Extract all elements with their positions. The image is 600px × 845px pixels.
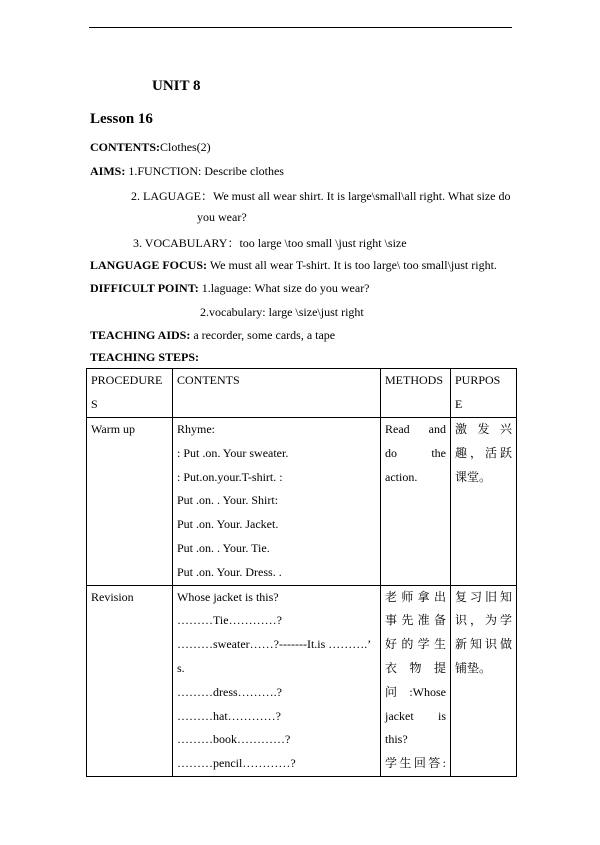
header-methods-text: METHODS — [385, 373, 444, 387]
header-methods — [381, 369, 451, 418]
revision-method-line: 好的学生 — [385, 637, 446, 652]
revision-method-line: 衣 物 提 — [385, 660, 446, 675]
language-focus-line — [90, 258, 497, 273]
revision-contents — [173, 585, 381, 776]
header-purpose-text-2: E — [455, 396, 463, 411]
header-purpose-text-1: PURPOS — [455, 373, 501, 387]
warm-up-content-line: : Put.on.your.T-shirt. : — [177, 469, 283, 484]
unit-title: UNIT 8 — [152, 78, 201, 94]
teaching-steps-label: TEACHING STEPS: — [90, 350, 200, 364]
difficult-point-label: DIFFICULT POINT: — [90, 281, 199, 295]
revision-content-line: ………sweater……?-------It.is ……….’ — [177, 637, 372, 652]
table-header-row — [87, 369, 517, 418]
contents-line — [90, 140, 211, 155]
revision-content-line: ………Tie…………? — [177, 613, 282, 628]
table-row-warm-up — [87, 418, 517, 586]
teaching-aids-value: a recorder, some cards, a tape — [193, 328, 336, 342]
revision-purpose-line: 复习旧知 — [455, 589, 512, 604]
revision-content-line: ………pencil…………? — [177, 756, 296, 771]
contents-label: CONTENTS: — [90, 140, 161, 154]
warm-up-content-line: Put .on. . Your. Tie. — [177, 540, 270, 555]
header-procedures-text-2: S — [91, 396, 98, 411]
header-contents — [173, 369, 381, 418]
language-focus-value: We must all wear T-shirt. It is too large\ too small\just right. — [209, 258, 497, 272]
contents-value: Clothes(2) — [160, 140, 211, 154]
lesson-title: Lesson 16 — [90, 111, 153, 127]
teaching-aids-label: TEACHING AIDS: — [90, 328, 191, 342]
revision-method-line: 问 :Whose — [385, 684, 446, 699]
aims-language-line-1: 2. LAGUAGE：We must all wear shirt. It is large\small\all right. What size do — [131, 189, 511, 203]
revision-method-line: 事先准备 — [385, 613, 446, 628]
warm-up-content-line: Put .on. . Your. Shirt: — [177, 493, 279, 508]
aims-function: 1.FUNCTION: Describe clothes — [128, 164, 284, 178]
table-row-revision — [87, 585, 517, 776]
revision-method-line: 学生回答: — [385, 756, 446, 771]
language-focus-label: LANGUAGE FOCUS: — [90, 258, 208, 272]
warm-up-method-line: action. — [385, 469, 418, 484]
revision-purpose — [451, 585, 517, 776]
revision-purpose-line: 铺垫。 — [455, 660, 492, 675]
revision-procedure — [87, 585, 173, 776]
warm-up-method-line: Read and — [385, 422, 446, 436]
aims-label: AIMS: — [90, 164, 126, 178]
warm-up-procedure-text: Warm up — [91, 422, 136, 436]
header-procedures — [87, 369, 173, 418]
warm-up-purpose-line: 趣，活跃 — [455, 445, 512, 460]
warm-up-methods — [381, 418, 451, 586]
warm-up-content-line: Put .on. Your. Dress. . — [177, 564, 282, 579]
revision-method-line: jacket is — [385, 708, 446, 723]
warm-up-method-line: do the — [385, 445, 446, 460]
aims-language-line-2: you wear? — [197, 210, 247, 224]
teaching-aids-line — [90, 328, 335, 343]
revision-methods — [381, 585, 451, 776]
revision-method-line: this? — [385, 732, 408, 747]
warm-up-purpose-line: 激发兴 — [455, 422, 512, 436]
revision-purpose-line: 新知识做 — [455, 637, 512, 652]
warm-up-contents — [173, 418, 381, 586]
warm-up-content-line: Put .on. Your. Jacket. — [177, 517, 279, 532]
difficult-point-line2: 2.vocabulary: large \size\just right — [200, 305, 364, 319]
aims-vocabulary-line: 3. VOCABULARY：too large \too small \just right \size — [133, 236, 407, 250]
header-contents-text: CONTENTS — [177, 373, 240, 387]
warm-up-content-line: Rhyme: — [177, 422, 215, 436]
difficult-point-line1: 1.laguage: What size do you wear? — [201, 281, 370, 295]
revision-content-line: s. — [177, 660, 185, 675]
warm-up-purpose-line: 课堂。 — [455, 469, 492, 484]
teaching-steps-table — [86, 368, 517, 777]
header-purpose — [451, 369, 517, 418]
aims-line — [90, 164, 284, 179]
warm-up-purpose — [451, 418, 517, 586]
header-rule — [89, 27, 512, 28]
revision-content-line: ………dress……….? — [177, 684, 282, 699]
revision-purpose-line: 识，为学 — [455, 613, 512, 628]
difficult-point-line — [90, 281, 370, 296]
revision-method-line: 老师拿出 — [385, 589, 446, 604]
revision-procedure-text: Revision — [91, 589, 134, 604]
revision-content-line: Whose jacket is this? — [177, 589, 279, 604]
revision-content-line: ………hat…………? — [177, 708, 281, 723]
warm-up-procedure — [87, 418, 173, 586]
warm-up-content-line: : Put .on. Your sweater. — [177, 445, 289, 460]
header-procedures-text-1: PROCEDURE — [91, 373, 163, 387]
revision-content-line: ………book…………? — [177, 732, 291, 747]
